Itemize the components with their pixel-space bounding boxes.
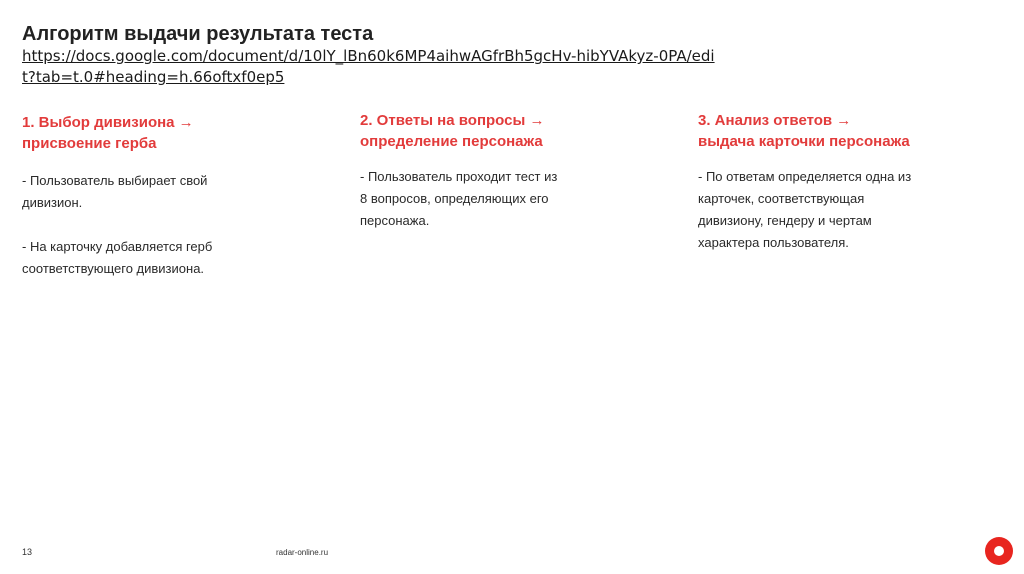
step-3-paragraph-1: - По ответам определяется одна из карточек, соответствующая дивизиону, гендеру и чертам характера пользователя. — [698, 169, 912, 250]
step-2-heading: 2. Ответы на вопросы → определение персонажа — [360, 112, 545, 150]
step-3-column — [698, 110, 998, 254]
slide-title: Алгоритм выдачи результата теста — [22, 23, 374, 45]
step-1-column — [22, 110, 322, 280]
page-number: 13 — [22, 547, 33, 557]
footer-site: radar-online.ru — [276, 548, 329, 557]
radar-logo-icon — [985, 537, 1013, 565]
step-1-paragraph-2: - На карточку добавляется герб соответствующего дивизиона. — [22, 239, 213, 276]
logo-center-dot — [994, 546, 1004, 556]
step-2-body — [360, 166, 640, 232]
document-link[interactable]: https://docs.google.com/document/d/10lY_lBn60k6MP4aihwAGfrBh5gcHv-hibYVAkyz-0PA/edit?tab=t.0#heading=h.66oftxf0ep5 — [22, 47, 715, 86]
step-2-column — [360, 110, 640, 232]
step-3-heading: 3. Анализ ответов → выдача карточки персонажа — [698, 112, 910, 150]
step-3-body — [698, 166, 998, 254]
step-1-paragraph-1: - Пользователь выбирает свой дивизион. — [22, 173, 208, 210]
step-1-body — [22, 170, 322, 280]
step-1-heading: 1. Выбор дивизиона → присвоение герба — [22, 114, 194, 152]
step-2-paragraph-1: - Пользователь проходит тест из 8 вопросов, определяющих его персонажа. — [360, 169, 558, 228]
